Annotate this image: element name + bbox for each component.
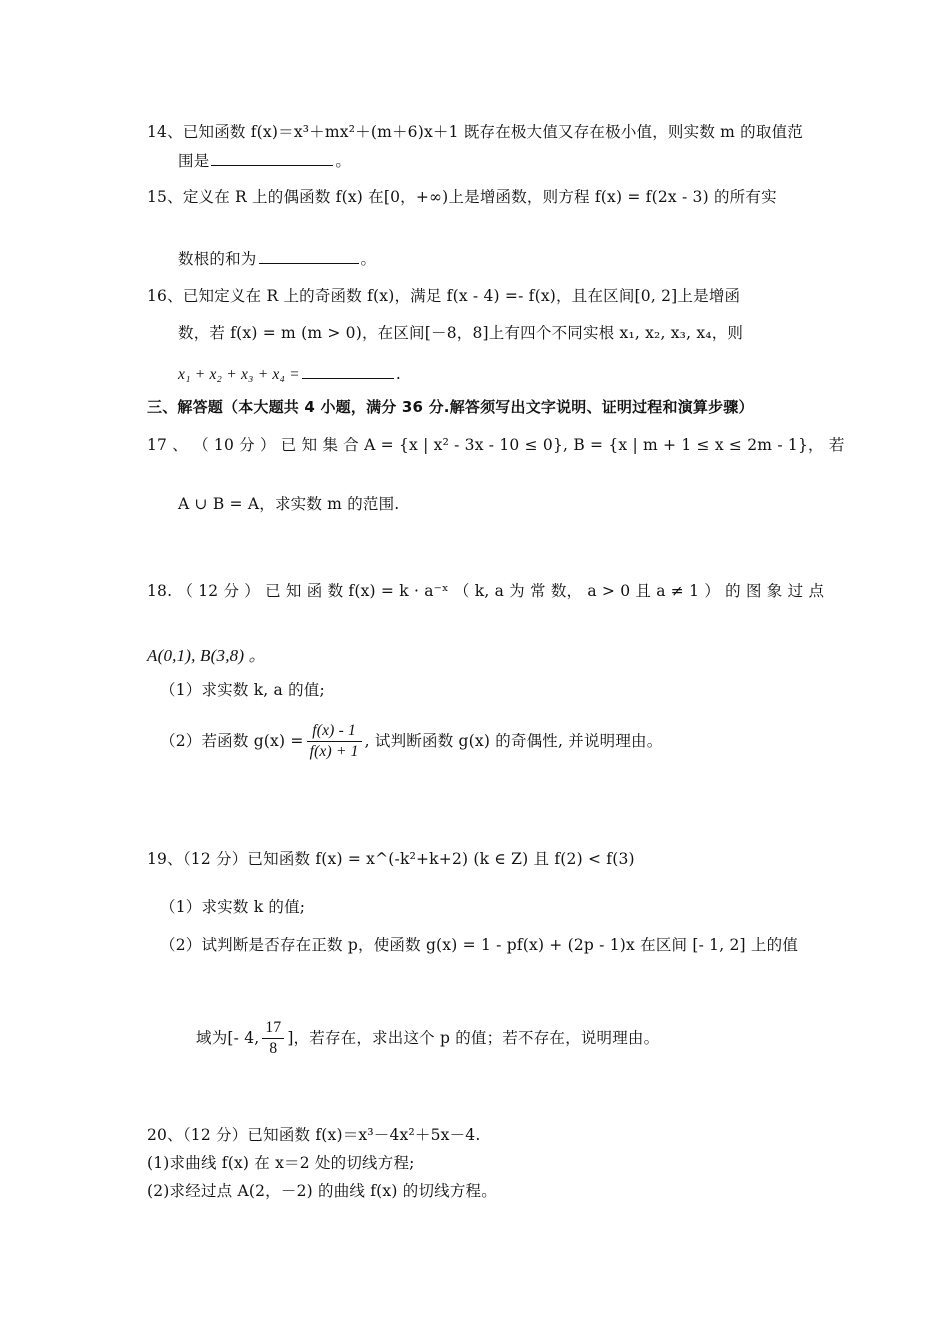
q19-line3-suffix: ]，若存在，求出这个 p 的值；若不存在，说明理由。 bbox=[287, 1029, 660, 1047]
q15-line2-suffix: 。 bbox=[360, 250, 377, 268]
q18-part2 bbox=[160, 718, 662, 764]
q15-answer-blank[interactable] bbox=[259, 247, 359, 264]
q15-line2 bbox=[178, 247, 376, 270]
q16-line3-suffix: . bbox=[395, 365, 401, 383]
q18-fraction-denominator: f(x) + 1 bbox=[309, 742, 359, 760]
q19-part2: （2）试判断是否存在正数 p，使函数 g(x) = 1 - pf(x) + (2p - 1)x 在区间 [- 1, 2] 上的值 bbox=[160, 936, 799, 954]
q20-line1: 20、（12 分）已知函数 f(x)＝x³－4x²＋5x－4. bbox=[147, 1126, 481, 1144]
q17-line2: A ∪ B = A，求实数 m 的范围. bbox=[178, 495, 400, 513]
section3-title: 三、解答题（本大题共 4 小题，满分 36 分.解答须写出文字说明、证明过程和演算步骤） bbox=[147, 398, 754, 416]
q16-answer-blank[interactable] bbox=[302, 362, 394, 379]
q16-line2: 数，若 f(x) = m (m > 0)，在区间[－8，8]上有四个不同实根 x₁, x₂, x₃, x₄，则 bbox=[178, 324, 744, 342]
q19-fraction-numerator: 17 bbox=[262, 1018, 284, 1039]
q15-line1: 15、定义在 R 上的偶函数 f(x) 在[0，+∞)上是增函数，则方程 f(x) = f(2x - 3) 的所有实 bbox=[147, 188, 777, 206]
q18-fraction-numerator: f(x) - 1 bbox=[307, 721, 362, 742]
q19-line3-prefix: 域为[- 4, bbox=[196, 1029, 260, 1047]
q18-line2: A(0,1), B(3,8) 。 bbox=[147, 646, 266, 665]
q18-part2-suffix: , 试判断函数 g(x) 的奇偶性, 并说明理由。 bbox=[364, 732, 663, 750]
q19-part1: （1）求实数 k 的值; bbox=[160, 898, 306, 916]
q15-line2-prefix: 数根的和为 bbox=[178, 250, 257, 268]
q18-fraction bbox=[307, 721, 362, 762]
q19-fraction-denominator: 8 bbox=[269, 1039, 278, 1057]
q18-line1: 18. （ 12 分 ） 已 知 函 数 f(x) = k · a⁻ˣ （ k, a 为 常 数， a > 0 且 a ≠ 1 ） 的 图 象 过 点 bbox=[147, 582, 825, 600]
q16-line3-prefix: x₁ + x₂ + x₃ + x₄ = bbox=[178, 366, 300, 383]
q14-line2 bbox=[178, 149, 351, 172]
q18-part1: （1）求实数 k, a 的值; bbox=[160, 681, 325, 699]
q18-part2-prefix: （2）若函数 g(x) = bbox=[160, 732, 304, 750]
q14-line1: 14、已知函数 f(x)＝x³＋mx²＋(m＋6)x＋1 既存在极大值又存在极小值，则实数 m 的取值范 bbox=[147, 123, 803, 141]
q14-line2-suffix: 。 bbox=[335, 152, 352, 170]
q14-line2-prefix: 围是 bbox=[178, 152, 210, 170]
q14-answer-blank[interactable] bbox=[211, 149, 333, 166]
q16-line1: 16、已知定义在 R 上的奇函数 f(x)，满足 f(x - 4) =- f(x)，且在区间[0, 2]上是增函 bbox=[147, 287, 741, 305]
q20-part2: (2)求经过点 A(2，－2) 的曲线 f(x) 的切线方程。 bbox=[147, 1182, 497, 1200]
q16-line3 bbox=[178, 362, 401, 386]
q19-line3 bbox=[196, 1015, 659, 1061]
q20-part1: (1)求曲线 f(x) 在 x＝2 处的切线方程; bbox=[147, 1154, 415, 1172]
q17-line1: 17 、 （ 10 分 ） 已 知 集 合 A = {x | x² - 3x - 10 ≤ 0}, B = {x | m + 1 ≤ x ≤ 2m - 1}， 若 bbox=[147, 436, 845, 454]
q19-fraction bbox=[262, 1018, 284, 1059]
q19-line1: 19、（12 分）已知函数 f(x) = x^(-k²+k+2) (k ∈ Z) 且 f(2) < f(3) bbox=[147, 850, 635, 868]
